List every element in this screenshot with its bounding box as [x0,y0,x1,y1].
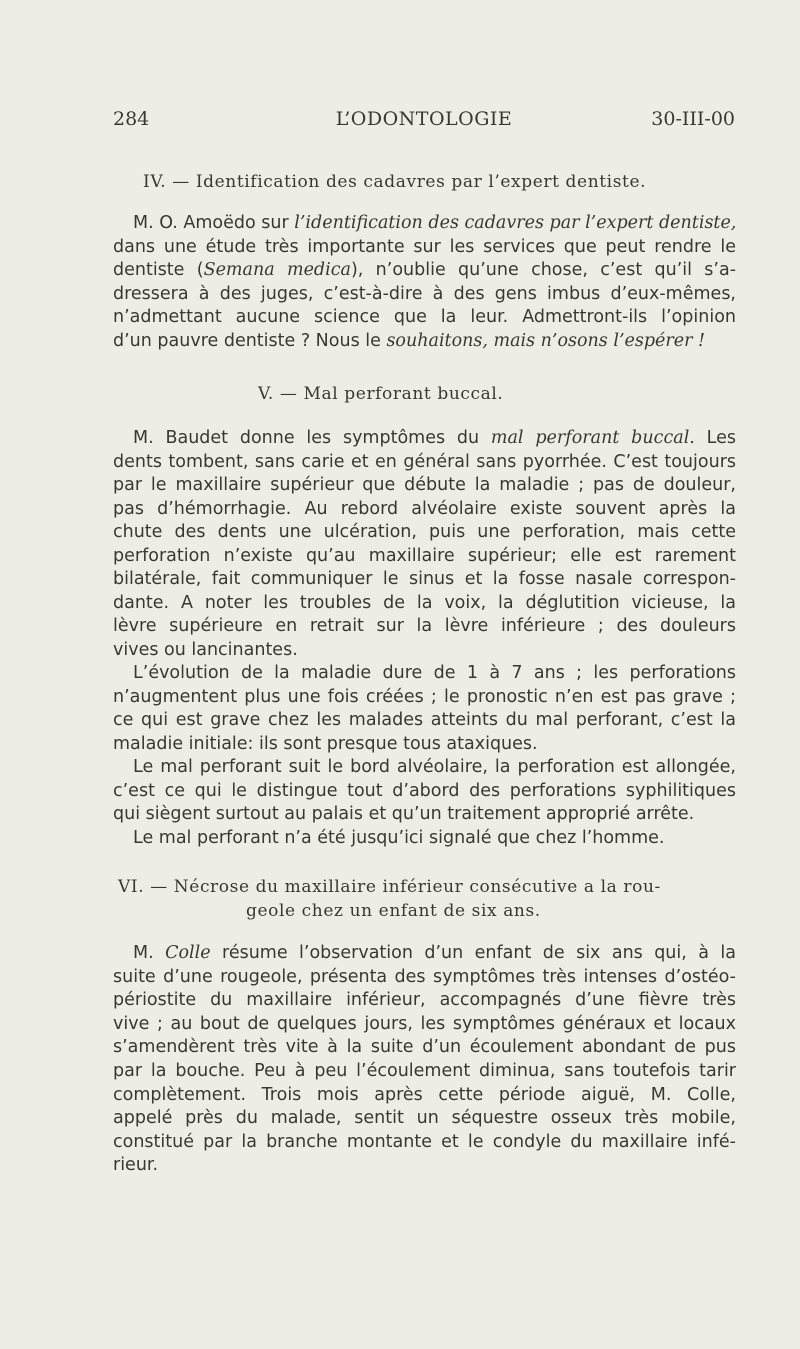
text-line: dans une étude très importante sur les services que peut rendre le [113,236,736,257]
page-number: 284 [113,108,150,130]
text-line: suite d’une rougeole, présenta des symptômes très intenses d’ostéo- [113,966,736,987]
text-line: n’augmentent plus une fois créées ; le pronostic n’en est pas grave ; [113,686,736,707]
section-iv-heading: IV. — Identification des cadavres par l’expert dentiste. [143,172,647,192]
text-line: périostite du maxillaire inférieur, accompagnés d’une fièvre très [113,990,736,1011]
section-vi-heading-line-2: geole chez un enfant de six ans. [246,901,541,921]
text-line: perforation n’existe qu’au maxillaire supérieur; elle est rarement [113,545,736,566]
text-line: L’évolution de la maladie dure de 1 à 7 ans ; les perforations [133,663,736,683]
text-line: d’un pauvre dentiste ? Nous le souhaitons, mais n’osons l’espérer ! [113,331,706,351]
text-line: rieur. [113,1155,159,1176]
italic-text: l’identification des cadavres par l’expert dentiste, [294,213,737,233]
italic-text: souhaitons, mais n’osons l’espérer ! [386,331,706,351]
text-line: M. Baudet donne les symptômes du mal perforant buccal. Les [133,428,736,448]
text-line: M. Colle résume l’observation d’un enfant de six ans qui, à la [133,943,736,963]
text-line: complètement. Trois mois après cette période aiguë, M. Colle, [113,1084,736,1105]
text-line: dante. A noter les troubles de la voix, la déglutition vicieuse, la [113,592,736,613]
text-line: constitué par la branche montante et le condyle du maxillaire infé- [113,1131,736,1152]
text-line: vive ; au bout de quelques jours, les symptômes généraux et locaux [113,1013,736,1034]
text-line: par le maxillaire supérieur que débute la maladie ; pas de douleur, [113,475,736,495]
text-line: par la bouche. Peu à peu l’écoulement diminua, sans toutefois tarir [113,1061,736,1081]
text-line: ce qui est grave chez les malades atteints du mal perforant, c’est la [113,710,736,730]
text-line: n’admettant aucune science que la leur. Admettront-ils l’opinion [113,307,736,328]
text-line: pas d’hémorrhagie. Au rebord alvéolaire existe souvent après la [113,498,736,519]
text-line: Le mal perforant n’a été jusqu’ici signalé que chez l’homme. [133,827,665,848]
section-v-heading: V. — Mal perforant buccal. [258,384,504,404]
text-line: M. O. Amoëdo sur l’identification des cadavres par l’expert dentiste, [133,213,737,233]
text-line: bilatérale, fait communiquer le sinus et la fosse nasale correspon- [113,569,736,589]
text-line: c’est ce qui le distingue tout d’abord des perforations syphilitiques [113,780,736,801]
text-line: appelé près du malade, sentit un séquestre osseux très mobile, [113,1108,736,1129]
text-line: lèvre supérieure en retrait sur la lèvre inférieure ; des douleurs [113,616,736,636]
issue-date: 30-III-00 [651,108,735,130]
text-line: chute des dents une ulcération, puis une perforation, mais cette [113,522,736,542]
italic-text: Colle [165,943,211,963]
text-line: dentiste (Semana medica), n’oublie qu’une chose, c’est qu’il s’a- [113,260,737,281]
text-line: dressera à des juges, c’est-à-dire à des gens imbus d’eux-mêmes, [113,283,736,304]
text-line: s’amendèrent très vite à la suite d’un écoulement abondant de pus [113,1037,736,1058]
text-line: dents tombent, sans carie et en général sans pyorrhée. C’est toujours [113,451,736,472]
journal-title: L’ODONTOLOGIE [335,108,513,130]
italic-text: Semana medica [203,260,351,281]
italic-text: mal perforant buccal. [490,428,695,448]
text-line: Le mal perforant suit le bord alvéolaire, la perforation est allongée, [133,757,736,777]
text-line: maladie initiale: ils sont presque tous ataxiques. [113,733,538,754]
text-line: vives ou lancinantes. [113,639,298,660]
text-line: qui siègent surtout au palais et qu’un traitement approprié arrête. [113,804,695,824]
running-head [113,108,735,138]
section-vi-heading-line-1: VI. — Nécrose du maxillaire inférieur consécutive a la rou- [118,877,661,897]
